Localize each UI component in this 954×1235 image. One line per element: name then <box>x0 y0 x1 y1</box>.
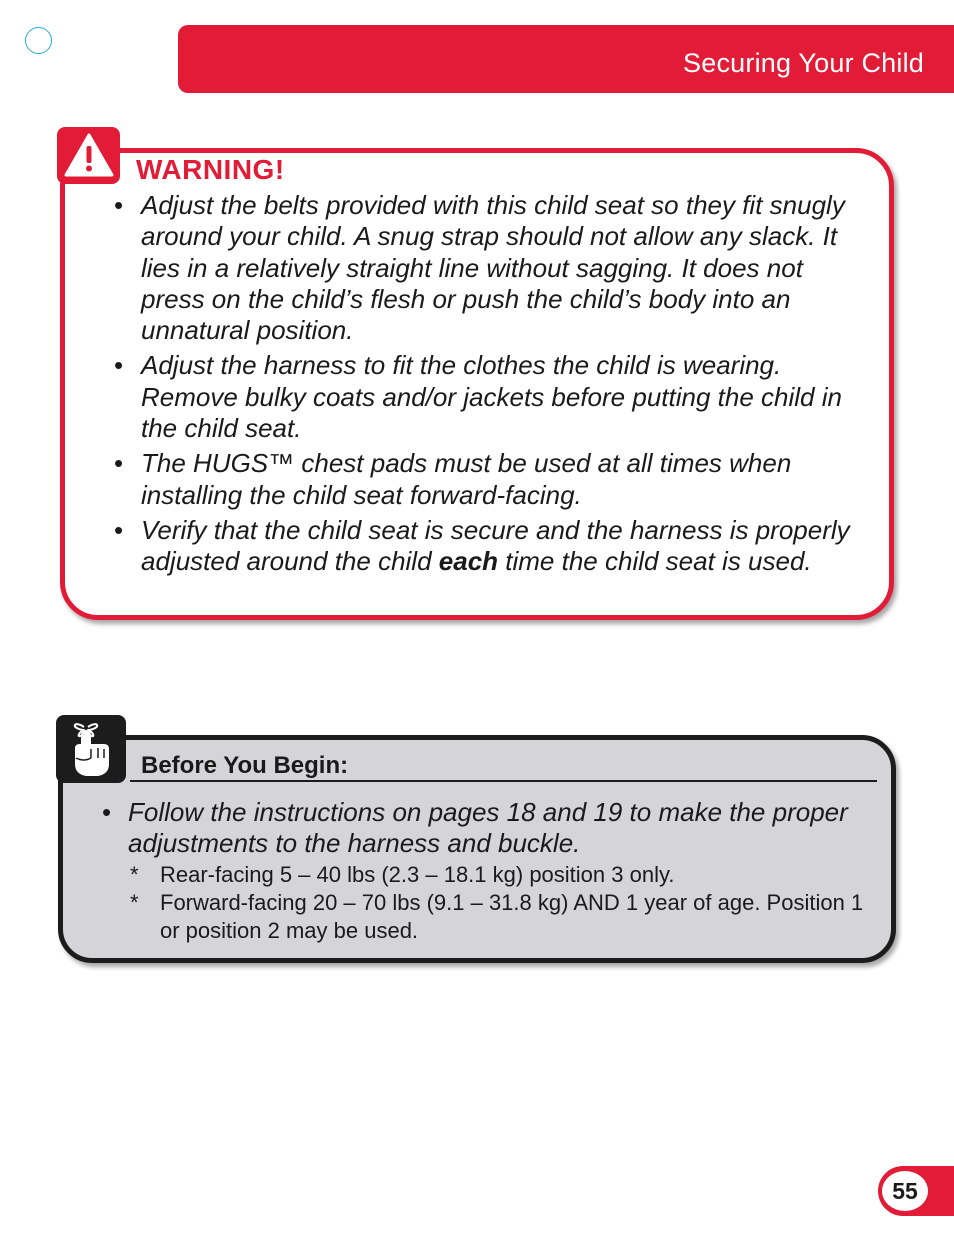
list-item <box>128 889 868 945</box>
before-begin-heading: Before You Begin: <box>141 752 349 779</box>
list-item <box>112 350 862 444</box>
list-item <box>112 190 862 346</box>
bullet: • <box>114 190 124 220</box>
subitem-text: Forward-facing 20 – 70 lbs (9.1 – 31.8 kg) AND 1 year of age. Position 1 or position 2 may be used. <box>160 890 864 943</box>
warning-item-emphasis: each <box>438 546 499 577</box>
asterisk-marker: * <box>130 890 139 915</box>
list-item <box>100 797 860 860</box>
section-title: Securing Your Child <box>683 48 924 78</box>
warning-item-text: The HUGS™ chest pads must be used at all times when installing the child seat forward-facing. <box>141 448 792 510</box>
bullet: • <box>114 350 124 381</box>
warning-item-text-after: time the child seat is used. <box>498 546 812 577</box>
subitem-text: Rear-facing 5 – 40 lbs (2.3 – 18.1 kg) position 3 only. <box>160 862 675 887</box>
warning-tab <box>57 127 120 184</box>
list-item <box>112 448 862 511</box>
reminder-finger-icon <box>64 718 118 780</box>
warning-heading: WARNING! <box>136 154 285 185</box>
warning-item-text: Adjust the belts provided with this child seat so they fit snugly around your child. A snug strap should not allow any slack. It lies in a relatively straight line without sagging. It does not press on the child’s flesh or push the child’s body into an unnatural position. <box>141 190 845 346</box>
heading-divider <box>130 780 877 782</box>
list-item <box>128 861 868 889</box>
warning-list <box>112 190 862 582</box>
before-begin-tab <box>56 715 126 783</box>
list-item <box>112 515 862 578</box>
page-number: 55 <box>892 1178 918 1204</box>
before-begin-item-text: Follow the instructions on pages 18 and 19 to make the proper adjustments to the harness and buckle. <box>128 797 848 859</box>
bullet: • <box>102 797 112 827</box>
asterisk-marker: * <box>130 862 139 887</box>
section-header-bar <box>178 25 954 93</box>
corner-circle-mark <box>25 27 52 54</box>
before-begin-list <box>100 797 860 860</box>
bullet: • <box>114 514 124 545</box>
position-sublist <box>128 861 868 945</box>
bullet: • <box>114 448 124 479</box>
warning-triangle-icon <box>63 132 115 178</box>
warning-item-text-before: Verify that the child seat is secure and the harness is properly adjusted around the child <box>141 514 850 577</box>
warning-item-text: Adjust the harness to fit the clothes the child is wearing. Remove bulky coats and/or jackets before putting the child in the child seat. <box>141 350 842 444</box>
